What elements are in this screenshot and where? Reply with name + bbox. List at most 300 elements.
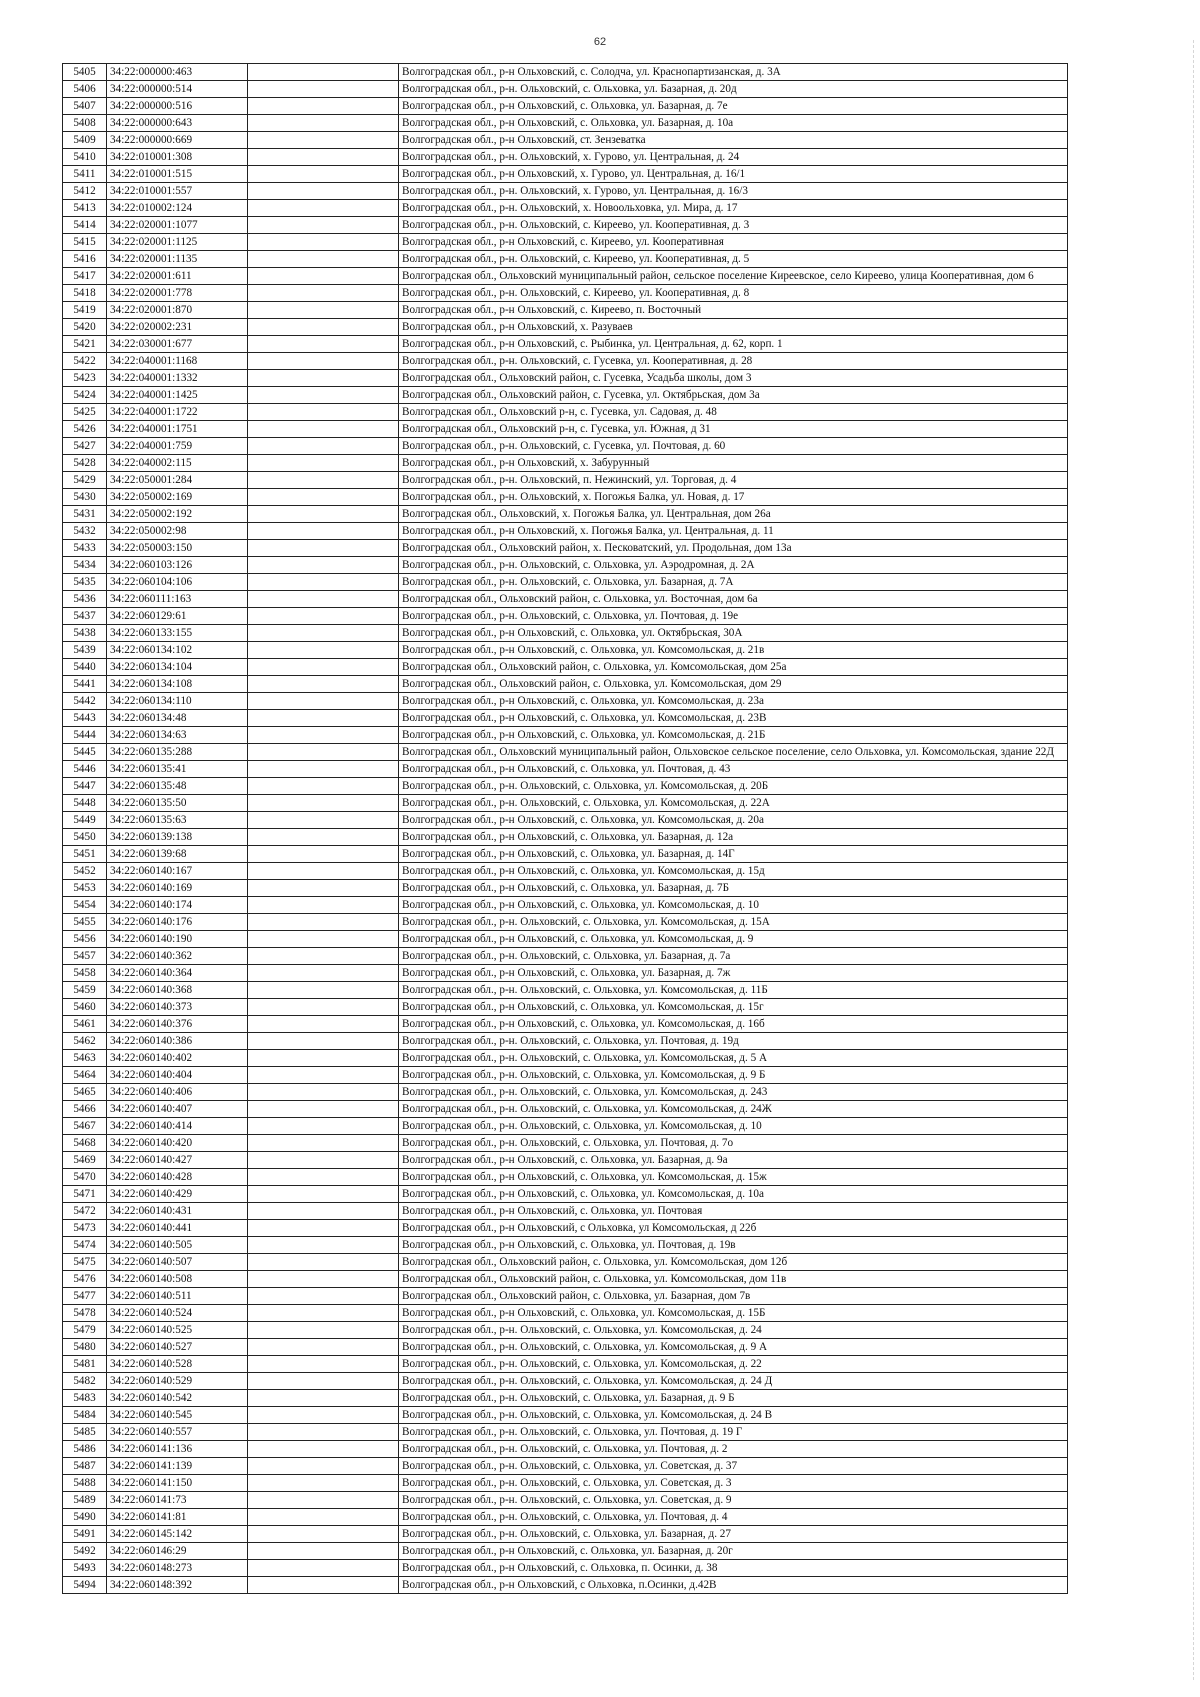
- table-row: [63, 1577, 1068, 1594]
- cadastral-number-cell: 34:22:010002:124: [107, 200, 248, 217]
- empty-cell: [248, 1441, 399, 1458]
- address-cell: Волгоградская обл., р-н. Ольховский, с. Киреево, ул. Кооперативная, д. 3: [399, 217, 1068, 234]
- row-number-cell: 5471: [63, 1186, 107, 1203]
- address-cell: Волгоградская обл., р-н. Ольховский, с. Ольховка, ул. Комсомольская, д. 22А: [399, 795, 1068, 812]
- cadastral-number-cell: 34:22:060140:542: [107, 1390, 248, 1407]
- row-number-cell: 5446: [63, 761, 107, 778]
- row-number-cell: 5448: [63, 795, 107, 812]
- table-row: [63, 897, 1068, 914]
- address-cell: Волгоградская обл., р-н. Ольховский, с. Ольховка, ул. Советская, д. 9: [399, 1492, 1068, 1509]
- empty-cell: [248, 982, 399, 999]
- address-cell: Волгоградская обл., р-н. Ольховский, с. Ольховка, ул. Аэродромная, д. 2А: [399, 557, 1068, 574]
- table-row: [63, 319, 1068, 336]
- address-cell: Волгоградская обл., р-н. Ольховский, с. Ольховка, ул. Комсомольская, д. 24 Д: [399, 1373, 1068, 1390]
- cadastral-number-cell: 34:22:060145:142: [107, 1526, 248, 1543]
- empty-cell: [248, 200, 399, 217]
- row-number-cell: 5417: [63, 268, 107, 285]
- table-row: [63, 795, 1068, 812]
- table-row: [63, 98, 1068, 115]
- table-row: [63, 81, 1068, 98]
- empty-cell: [248, 1118, 399, 1135]
- row-number-cell: 5493: [63, 1560, 107, 1577]
- address-cell: Волгоградская обл., р-н. Ольховский, с. Киреево, ул. Кооперативная, д. 5: [399, 251, 1068, 268]
- table-row: [63, 1424, 1068, 1441]
- empty-cell: [248, 1305, 399, 1322]
- table-row: [63, 1356, 1068, 1373]
- address-cell: Волгоградская обл., р-н. Ольховский, с. Ольховка, ул. Базарная, д. 20д: [399, 81, 1068, 98]
- cadastral-number-cell: 34:22:060140:441: [107, 1220, 248, 1237]
- empty-cell: [248, 132, 399, 149]
- empty-cell: [248, 183, 399, 200]
- cadastral-number-cell: 34:22:060140:427: [107, 1152, 248, 1169]
- table-row: [63, 829, 1068, 846]
- address-cell: Волгоградская обл., р-н. Ольховский, х. Гурово, ул. Центральная, д. 24: [399, 149, 1068, 166]
- table-row: [63, 727, 1068, 744]
- empty-cell: [248, 574, 399, 591]
- address-cell: Волгоградская обл., р-н Ольховский, с. Ольховка, п. Осинки, д. 38: [399, 1560, 1068, 1577]
- address-cell: Волгоградская обл., р-н Ольховский, с. Ольховка, ул. Почтовая, д. 19в: [399, 1237, 1068, 1254]
- table-row: [63, 200, 1068, 217]
- empty-cell: [248, 744, 399, 761]
- address-cell: Волгоградская обл., р-н. Ольховский, с. Ольховка, ул. Комсомольская, д. 243: [399, 1084, 1068, 1101]
- empty-cell: [248, 166, 399, 183]
- cadastral-number-cell: 34:22:060111:163: [107, 591, 248, 608]
- cadastral-number-cell: 34:22:040001:1722: [107, 404, 248, 421]
- cadastral-number-cell: 34:22:010001:557: [107, 183, 248, 200]
- row-number-cell: 5428: [63, 455, 107, 472]
- address-cell: Волгоградская обл., р-н. Ольховский, с. Ольховка, ул. Базарная, д. 27: [399, 1526, 1068, 1543]
- empty-cell: [248, 438, 399, 455]
- address-cell: Волгоградская обл., р-н. Ольховский, х. Гурово, ул. Центральная, д. 16/3: [399, 183, 1068, 200]
- cadastral-number-cell: 34:22:060140:176: [107, 914, 248, 931]
- cadastral-number-cell: 34:22:060139:138: [107, 829, 248, 846]
- table-row: [63, 1033, 1068, 1050]
- cadastral-number-cell: 34:22:060139:68: [107, 846, 248, 863]
- table-row: [63, 625, 1068, 642]
- row-number-cell: 5458: [63, 965, 107, 982]
- row-number-cell: 5407: [63, 98, 107, 115]
- address-cell: Волгоградская обл., р-н Ольховский, с. Ольховка, ул. Комсомольская, д. 15г: [399, 999, 1068, 1016]
- row-number-cell: 5463: [63, 1050, 107, 1067]
- table-row: [63, 965, 1068, 982]
- row-number-cell: 5413: [63, 200, 107, 217]
- row-number-cell: 5420: [63, 319, 107, 336]
- row-number-cell: 5445: [63, 744, 107, 761]
- address-cell: Волгоградская обл., Ольховский район, с. Ольховка, ул. Восточная, дом 6а: [399, 591, 1068, 608]
- row-number-cell: 5415: [63, 234, 107, 251]
- row-number-cell: 5421: [63, 336, 107, 353]
- address-cell: Волгоградская обл., р-н. Ольховский, с. Ольховка, ул. Комсомольская, д. 5 А: [399, 1050, 1068, 1067]
- address-cell: Волгоградская обл., Ольховский район, с. Ольховка, ул. Базарная, дом 7в: [399, 1288, 1068, 1305]
- row-number-cell: 5427: [63, 438, 107, 455]
- row-number-cell: 5479: [63, 1322, 107, 1339]
- cadastral-number-cell: 34:22:060140:174: [107, 897, 248, 914]
- row-number-cell: 5484: [63, 1407, 107, 1424]
- row-number-cell: 5462: [63, 1033, 107, 1050]
- row-number-cell: 5416: [63, 251, 107, 268]
- cadastral-number-cell: 34:22:060140:362: [107, 948, 248, 965]
- table-row: [63, 1254, 1068, 1271]
- row-number-cell: 5444: [63, 727, 107, 744]
- table-row: [63, 574, 1068, 591]
- empty-cell: [248, 1067, 399, 1084]
- table-row: [63, 1288, 1068, 1305]
- cadastral-number-cell: 34:22:060129:61: [107, 608, 248, 625]
- address-cell: Волгоградская обл., р-н. Ольховский, с. Ольховка, ул. Базарная, д. 9 Б: [399, 1390, 1068, 1407]
- table-row: [63, 1475, 1068, 1492]
- cadastral-number-cell: 34:22:060141:81: [107, 1509, 248, 1526]
- empty-cell: [248, 863, 399, 880]
- table-row: [63, 1135, 1068, 1152]
- row-number-cell: 5433: [63, 540, 107, 557]
- table-row: [63, 132, 1068, 149]
- cadastral-number-cell: 34:22:060135:48: [107, 778, 248, 795]
- table-row: [63, 1390, 1068, 1407]
- empty-cell: [248, 591, 399, 608]
- cadastral-number-cell: 34:22:060140:414: [107, 1118, 248, 1135]
- address-cell: Волгоградская обл., р-н Ольховский, с. Ольховка, ул. Октябрьская, 30А: [399, 625, 1068, 642]
- empty-cell: [248, 999, 399, 1016]
- table-row: [63, 115, 1068, 132]
- empty-cell: [248, 98, 399, 115]
- cadastral-number-cell: 34:22:040001:1425: [107, 387, 248, 404]
- table-row: [63, 523, 1068, 540]
- cadastral-number-cell: 34:22:060134:108: [107, 676, 248, 693]
- table-row: [63, 761, 1068, 778]
- cadastral-number-cell: 34:22:060140:528: [107, 1356, 248, 1373]
- empty-cell: [248, 948, 399, 965]
- row-number-cell: 5412: [63, 183, 107, 200]
- table-row: [63, 914, 1068, 931]
- row-number-cell: 5482: [63, 1373, 107, 1390]
- empty-cell: [248, 302, 399, 319]
- row-number-cell: 5473: [63, 1220, 107, 1237]
- table-row: [63, 1271, 1068, 1288]
- empty-cell: [248, 1016, 399, 1033]
- row-number-cell: 5494: [63, 1577, 107, 1594]
- table-row: [63, 1169, 1068, 1186]
- table-row: [63, 1543, 1068, 1560]
- empty-cell: [248, 506, 399, 523]
- table-row: [63, 1560, 1068, 1577]
- empty-cell: [248, 404, 399, 421]
- cadastral-number-cell: 34:22:040002:115: [107, 455, 248, 472]
- table-row: [63, 1407, 1068, 1424]
- empty-cell: [248, 1339, 399, 1356]
- row-number-cell: 5434: [63, 557, 107, 574]
- table-row: [63, 336, 1068, 353]
- row-number-cell: 5464: [63, 1067, 107, 1084]
- table-row: [63, 472, 1068, 489]
- address-cell: Волгоградская обл., р-н Ольховский, с. Солодча, ул. Краснопартизанская, д. 3А: [399, 64, 1068, 81]
- table-row: [63, 1152, 1068, 1169]
- table-row: [63, 489, 1068, 506]
- row-number-cell: 5455: [63, 914, 107, 931]
- address-cell: Волгоградская обл., р-н. Ольховский, с. Ольховка, ул. Почтовая, д. 19 Г: [399, 1424, 1068, 1441]
- row-number-cell: 5478: [63, 1305, 107, 1322]
- empty-cell: [248, 319, 399, 336]
- cadastral-registry-table: [62, 63, 1068, 1594]
- cadastral-number-cell: 34:22:040001:1332: [107, 370, 248, 387]
- cadastral-number-cell: 34:22:060141:150: [107, 1475, 248, 1492]
- address-cell: Волгоградская обл., р-н. Ольховский, с. Ольховка, ул. Почтовая, д. 19е: [399, 608, 1068, 625]
- cadastral-number-cell: 34:22:060140:376: [107, 1016, 248, 1033]
- cadastral-number-cell: 34:22:060140:525: [107, 1322, 248, 1339]
- table-row: [63, 234, 1068, 251]
- empty-cell: [248, 1509, 399, 1526]
- table-row: [63, 1237, 1068, 1254]
- table-row: [63, 1016, 1068, 1033]
- row-number-cell: 5453: [63, 880, 107, 897]
- cadastral-number-cell: 34:22:060135:50: [107, 795, 248, 812]
- address-cell: Волгоградская обл., р-н Ольховский, с. Ольховка, ул. Почтовая, д. 43: [399, 761, 1068, 778]
- row-number-cell: 5451: [63, 846, 107, 863]
- address-cell: Волгоградская обл., р-н Ольховский, с Ольховка, п.Осинки, д.42В: [399, 1577, 1068, 1594]
- empty-cell: [248, 642, 399, 659]
- table-row: [63, 693, 1068, 710]
- table-row: [63, 1050, 1068, 1067]
- cadastral-number-cell: 34:22:050002:192: [107, 506, 248, 523]
- address-cell: Волгоградская обл., р-н Ольховский, с. Ольховка, ул. Базарная, д. 9а: [399, 1152, 1068, 1169]
- empty-cell: [248, 693, 399, 710]
- cadastral-number-cell: 34:22:000000:463: [107, 64, 248, 81]
- cadastral-number-cell: 34:22:060140:524: [107, 1305, 248, 1322]
- row-number-cell: 5435: [63, 574, 107, 591]
- address-cell: Волгоградская обл., р-н. Ольховский, с. Ольховка, ул. Комсомольская, д. 9 Б: [399, 1067, 1068, 1084]
- empty-cell: [248, 1492, 399, 1509]
- empty-cell: [248, 472, 399, 489]
- address-cell: Волгоградская обл., р-н Ольховский, с. Ольховка, ул. Базарная, д. 20г: [399, 1543, 1068, 1560]
- row-number-cell: 5406: [63, 81, 107, 98]
- table-row: [63, 676, 1068, 693]
- empty-cell: [248, 1135, 399, 1152]
- address-cell: Волгоградская обл., р-н Ольховский, с. Ольховка, ул. Комсомольская, д. 21Б: [399, 727, 1068, 744]
- table-row: [63, 506, 1068, 523]
- empty-cell: [248, 251, 399, 268]
- row-number-cell: 5439: [63, 642, 107, 659]
- table-row: [63, 1339, 1068, 1356]
- row-number-cell: 5476: [63, 1271, 107, 1288]
- empty-cell: [248, 727, 399, 744]
- row-number-cell: 5472: [63, 1203, 107, 1220]
- empty-cell: [248, 1424, 399, 1441]
- table-row: [63, 880, 1068, 897]
- cadastral-number-cell: 34:22:060140:368: [107, 982, 248, 999]
- table-row: [63, 591, 1068, 608]
- row-number-cell: 5430: [63, 489, 107, 506]
- cadastral-number-cell: 34:22:060140:190: [107, 931, 248, 948]
- address-cell: Волгоградская обл., Ольховский район, с. Ольховка, ул. Комсомольская, дом 29: [399, 676, 1068, 693]
- address-cell: Волгоградская обл., р-н Ольховский, х. Гурово, ул. Центральная, д. 16/1: [399, 166, 1068, 183]
- address-cell: Волгоградская обл., р-н Ольховский, с. Ольховка, ул. Комсомольская, д. 9: [399, 931, 1068, 948]
- row-number-cell: 5456: [63, 931, 107, 948]
- empty-cell: [248, 880, 399, 897]
- table-row: [63, 1305, 1068, 1322]
- row-number-cell: 5426: [63, 421, 107, 438]
- row-number-cell: 5408: [63, 115, 107, 132]
- table-row: [63, 948, 1068, 965]
- table-row: [63, 540, 1068, 557]
- empty-cell: [248, 81, 399, 98]
- cadastral-number-cell: 34:22:000000:669: [107, 132, 248, 149]
- address-cell: Волгоградская обл., р-н. Ольховский, с. Ольховка, ул. Почтовая, д. 19д: [399, 1033, 1068, 1050]
- address-cell: Волгоградская обл., Ольховский р-н, с. Гусевка, ул. Садовая, д. 48: [399, 404, 1068, 421]
- empty-cell: [248, 829, 399, 846]
- empty-cell: [248, 846, 399, 863]
- empty-cell: [248, 421, 399, 438]
- address-cell: Волгоградская обл., р-н Ольховский, с. Рыбинка, ул. Центральная, д. 62, корп. 1: [399, 336, 1068, 353]
- table-row: [63, 710, 1068, 727]
- table-row: [63, 1203, 1068, 1220]
- address-cell: Волгоградская обл., р-н Ольховский, ст. Зензеватка: [399, 132, 1068, 149]
- cadastral-number-cell: 34:22:060140:167: [107, 863, 248, 880]
- empty-cell: [248, 1152, 399, 1169]
- cadastral-number-cell: 34:22:040001:1751: [107, 421, 248, 438]
- row-number-cell: 5491: [63, 1526, 107, 1543]
- table-row: [63, 268, 1068, 285]
- empty-cell: [248, 64, 399, 81]
- cadastral-number-cell: 34:22:060140:404: [107, 1067, 248, 1084]
- cadastral-number-cell: 34:22:060140:508: [107, 1271, 248, 1288]
- address-cell: Волгоградская обл., р-н. Ольховский, с. Ольховка, ул. Базарная, д. 7А: [399, 574, 1068, 591]
- table-row: [63, 64, 1068, 81]
- row-number-cell: 5454: [63, 897, 107, 914]
- row-number-cell: 5461: [63, 1016, 107, 1033]
- address-cell: Волгоградская обл., р-н Ольховский, с. Ольховка, ул. Комсомольская, д. 10а: [399, 1186, 1068, 1203]
- empty-cell: [248, 370, 399, 387]
- cadastral-number-cell: 34:22:060140:420: [107, 1135, 248, 1152]
- cadastral-number-cell: 34:22:060134:63: [107, 727, 248, 744]
- row-number-cell: 5466: [63, 1101, 107, 1118]
- page-number: 62: [593, 36, 607, 48]
- empty-cell: [248, 1288, 399, 1305]
- table-row: [63, 812, 1068, 829]
- address-cell: Волгоградская обл., р-н Ольховский, с. Ольховка, ул. Комсомольская, д. 16б: [399, 1016, 1068, 1033]
- address-cell: Волгоградская обл., р-н Ольховский, с. Ольховка, ул. Базарная, д. 14Г: [399, 846, 1068, 863]
- empty-cell: [248, 710, 399, 727]
- table-row: [63, 1118, 1068, 1135]
- empty-cell: [248, 336, 399, 353]
- address-cell: Волгоградская обл., р-н. Ольховский, с. Ольховка, ул. Комсомольская, д. 9 А: [399, 1339, 1068, 1356]
- row-number-cell: 5425: [63, 404, 107, 421]
- row-number-cell: 5487: [63, 1458, 107, 1475]
- cadastral-number-cell: 34:22:060140:545: [107, 1407, 248, 1424]
- cadastral-number-cell: 34:22:060140:386: [107, 1033, 248, 1050]
- address-cell: Волгоградская обл., р-н. Ольховский, с. Ольховка, ул. Комсомольская, д. 10: [399, 1118, 1068, 1135]
- row-number-cell: 5422: [63, 353, 107, 370]
- table-row: [63, 1441, 1068, 1458]
- address-cell: Волгоградская обл., р-н. Ольховский, с. Ольховка, ул. Комсомольская, д. 24Ж: [399, 1101, 1068, 1118]
- row-number-cell: 5465: [63, 1084, 107, 1101]
- cadastral-number-cell: 34:22:000000:516: [107, 98, 248, 115]
- cadastral-number-cell: 34:22:030001:677: [107, 336, 248, 353]
- cadastral-number-cell: 34:22:050003:150: [107, 540, 248, 557]
- cadastral-number-cell: 34:22:020002:231: [107, 319, 248, 336]
- empty-cell: [248, 1560, 399, 1577]
- table-row: [63, 285, 1068, 302]
- address-cell: Волгоградская обл., р-н. Ольховский, с. Киреево, ул. Кооперативная, д. 8: [399, 285, 1068, 302]
- table-row: [63, 1373, 1068, 1390]
- row-number-cell: 5480: [63, 1339, 107, 1356]
- address-cell: Волгоградская обл., р-н Ольховский, с. Ольховка, ул. Комсомольская, д. 15д: [399, 863, 1068, 880]
- address-cell: Волгоградская обл., р-н Ольховский, с. Киреево, ул. Кооперативная: [399, 234, 1068, 251]
- table-row: [63, 438, 1068, 455]
- cadastral-number-cell: 34:22:050002:169: [107, 489, 248, 506]
- row-number-cell: 5405: [63, 64, 107, 81]
- table-row: [63, 1492, 1068, 1509]
- row-number-cell: 5419: [63, 302, 107, 319]
- address-cell: Волгоградская обл., р-н. Ольховский, с. Ольховка, ул. Комсомольская, д. 11Б: [399, 982, 1068, 999]
- cadastral-number-cell: 34:22:060134:110: [107, 693, 248, 710]
- address-cell: Волгоградская обл., р-н Ольховский, с. Ольховка, ул. Комсомольская, д. 15Б: [399, 1305, 1068, 1322]
- row-number-cell: 5488: [63, 1475, 107, 1492]
- address-cell: Волгоградская обл., р-н. Ольховский, с. Ольховка, ул. Комсомольская, д. 20Б: [399, 778, 1068, 795]
- address-cell: Волгоградская обл., р-н. Ольховский, п. Нежинский, ул. Торговая, д. 4: [399, 472, 1068, 489]
- address-cell: Волгоградская обл., р-н Ольховский, с. Ольховка, ул. Комсомольская, д. 20а: [399, 812, 1068, 829]
- table-row: [63, 1084, 1068, 1101]
- address-cell: Волгоградская обл., Ольховский р-н, с. Гусевка, ул. Южная, д 31: [399, 421, 1068, 438]
- row-number-cell: 5431: [63, 506, 107, 523]
- empty-cell: [248, 1101, 399, 1118]
- empty-cell: [248, 217, 399, 234]
- address-cell: Волгоградская обл., р-н. Ольховский, х. Новоольховка, ул. Мира, д. 17: [399, 200, 1068, 217]
- address-cell: Волгоградская обл., р-н. Ольховский, с. Ольховка, ул. Почтовая, д. 2: [399, 1441, 1068, 1458]
- cadastral-number-cell: 34:22:040001:759: [107, 438, 248, 455]
- row-number-cell: 5457: [63, 948, 107, 965]
- cadastral-number-cell: 34:22:060140:169: [107, 880, 248, 897]
- table-row: [63, 642, 1068, 659]
- row-number-cell: 5485: [63, 1424, 107, 1441]
- table-row: [63, 778, 1068, 795]
- cadastral-number-cell: 34:22:060133:155: [107, 625, 248, 642]
- cadastral-number-cell: 34:22:060140:428: [107, 1169, 248, 1186]
- empty-cell: [248, 1220, 399, 1237]
- address-cell: Волгоградская обл., р-н. Ольховский, с. Гусевка, ул. Кооперативная, д. 28: [399, 353, 1068, 370]
- address-cell: Волгоградская обл., р-н Ольховский, с. Ольховка, ул. Базарная, д. 12а: [399, 829, 1068, 846]
- row-number-cell: 5442: [63, 693, 107, 710]
- empty-cell: [248, 455, 399, 472]
- cadastral-number-cell: 34:22:020001:1135: [107, 251, 248, 268]
- row-number-cell: 5468: [63, 1135, 107, 1152]
- cadastral-number-cell: 34:22:050001:284: [107, 472, 248, 489]
- table-row: [63, 217, 1068, 234]
- address-cell: Волгоградская обл., Ольховский муниципальный район, Ольховское сельское поселение, село Ольховка, ул. Комсомольская, здание 22Д: [399, 744, 1068, 761]
- address-cell: Волгоградская обл., р-н. Ольховский, с. Ольховка, ул. Советская, д. 3: [399, 1475, 1068, 1492]
- table-row: [63, 455, 1068, 472]
- table-row: [63, 1458, 1068, 1475]
- row-number-cell: 5410: [63, 149, 107, 166]
- cadastral-number-cell: 34:22:060140:507: [107, 1254, 248, 1271]
- address-cell: Волгоградская обл., Ольховский район, х. Песковатский, ул. Продольная, дом 13а: [399, 540, 1068, 557]
- empty-cell: [248, 931, 399, 948]
- row-number-cell: 5474: [63, 1237, 107, 1254]
- empty-cell: [248, 1390, 399, 1407]
- table-row: [63, 1322, 1068, 1339]
- address-cell: Волгоградская обл., Ольховский район, с. Ольховка, ул. Комсомольская, дом 12б: [399, 1254, 1068, 1271]
- table-row: [63, 1186, 1068, 1203]
- address-cell: Волгоградская обл., р-н Ольховский, с. Киреево, п. Восточный: [399, 302, 1068, 319]
- row-number-cell: 5418: [63, 285, 107, 302]
- row-number-cell: 5424: [63, 387, 107, 404]
- table-row: [63, 1509, 1068, 1526]
- cadastral-number-cell: 34:22:040001:1168: [107, 353, 248, 370]
- empty-cell: [248, 1458, 399, 1475]
- empty-cell: [248, 1186, 399, 1203]
- cadastral-number-cell: 34:22:060140:505: [107, 1237, 248, 1254]
- cadastral-number-cell: 34:22:000000:643: [107, 115, 248, 132]
- empty-cell: [248, 1322, 399, 1339]
- cadastral-number-cell: 34:22:060148:273: [107, 1560, 248, 1577]
